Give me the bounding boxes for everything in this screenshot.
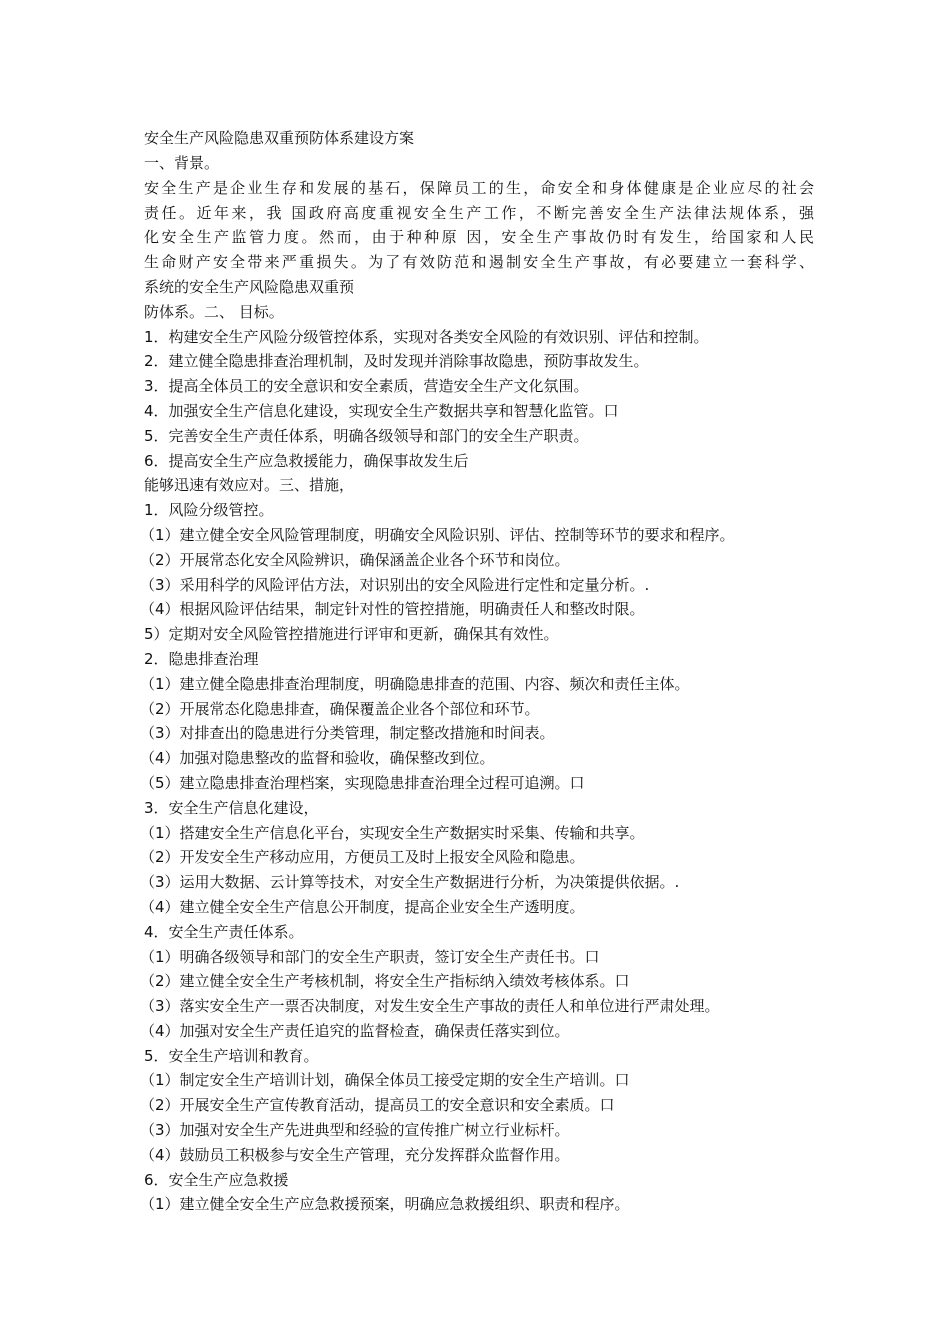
background-line: 安全生产是企业生存和发展的基石，保障员工的生，命安全和身体健康是企业应尽的社会 xyxy=(144,178,814,197)
measure-item: （1）明确各级领导和部门的安全生产职责，签订安全生产责任书。口 xyxy=(140,947,600,966)
measure-item: （5）建立隐患排查治理档案，实现隐患排查治理全过程可追溯。口 xyxy=(140,773,585,792)
measure-item: （3）采用科学的风险评估方法，对识别出的安全风险进行定性和定量分析。. xyxy=(140,575,650,594)
measure-item: （1）搭建安全生产信息化平台，实现安全生产数据实时采集、传输和共享。 xyxy=(140,823,645,842)
measure-item: （3）对排查出的隐患进行分类管理，制定整改措施和时间表。 xyxy=(140,724,555,743)
background-line: 系统的安全生产风险隐患双重预 xyxy=(144,277,355,296)
measure-item: （3）落实安全生产一票否决制度，对发生安全生产事故的责任人和单位进行严肃处理。 xyxy=(140,997,720,1016)
goal-item: 4．加强安全生产信息化建设，实现安全生产数据共享和智慧化监管。口 xyxy=(144,401,619,420)
measure-item: （1）制定安全生产培训计划，确保全体员工接受定期的安全生产培训。口 xyxy=(140,1071,630,1090)
measure-heading: 3．安全生产信息化建设， xyxy=(144,798,319,817)
section-heading-goals: 防体系。二、 目标。 xyxy=(144,302,284,321)
background-line: 化安全生产监管力度。然而，由于种种原 因，安全生产事故仍时有发生，给国家和人民 xyxy=(144,228,814,247)
section-heading-background: 一、背景。 xyxy=(144,154,220,172)
measure-item: （4）鼓励员工积极参与安全生产管理，充分发挥群众监督作用。 xyxy=(140,1145,570,1164)
measure-item: （3）运用大数据、云计算等技术，对安全生产数据进行分析，为决策提供依据。. xyxy=(140,873,680,892)
background-line: 责任。近年来，我 国政府高度重视安全生产工作，不断完善安全生产法律法规体系，强 xyxy=(144,203,814,222)
section-heading-measures: 能够迅速有效应对。三、措施， xyxy=(144,476,355,495)
goal-item: 1．构建安全生产风险分级管控体系，实现对各类安全风险的有效识别、评估和控制。 xyxy=(144,327,709,346)
measure-item: （4）根据风险评估结果，制定针对性的管控措施，明确责任人和整改时限。 xyxy=(140,600,645,619)
measure-heading: 4．安全生产责任体系。 xyxy=(144,922,304,941)
measure-item: （2）开展常态化隐患排查，确保覆盖企业各个部位和环节。 xyxy=(140,699,540,718)
goal-item: 6．提高安全生产应急救援能力，确保事故发生后 xyxy=(144,451,469,470)
measure-item: （2）开发安全生产移动应用，方便员工及时上报安全风险和隐患。 xyxy=(140,848,585,867)
background-line: 生命财产安全带来严重损失。为了有效防范和遏制安全生产事故，有必要建立一套科学、 xyxy=(144,253,814,272)
measure-item: （2）建立健全安全生产考核机制，将安全生产指标纳入绩效考核体系。口 xyxy=(140,972,630,991)
measure-heading: 2．隐患排查治理 xyxy=(144,649,259,668)
measure-item: （1）建立健全安全生产应急救援预案，明确应急救援组织、职责和程序。 xyxy=(140,1195,630,1214)
document-title: 安全生产风险隐患双重预防体系建设方案 xyxy=(144,129,415,147)
goal-item: 2．建立健全隐患排查治理机制，及时发现并消除事故隐患，预防事故发生。 xyxy=(144,352,649,371)
document-body xyxy=(140,126,814,1217)
measure-heading: 5．安全生产培训和教育。 xyxy=(144,1046,319,1065)
measure-item: （2）开展常态化安全风险辨识，确保涵盖企业各个环节和岗位。 xyxy=(140,550,570,569)
measure-heading: 6．安全生产应急救援 xyxy=(144,1170,289,1189)
measure-item: （1）建立健全隐患排查治理制度，明确隐患排查的范围、内容、频次和责任主体。 xyxy=(140,674,690,693)
goal-item: 5．完善安全生产责任体系，明确各级领导和部门的安全生产职责。 xyxy=(144,426,589,445)
goal-item: 3．提高全体员工的安全意识和安全素质，营造安全生产文化氛围。 xyxy=(144,377,589,396)
measure-item: （2）开展安全生产宣传教育活动，提高员工的安全意识和安全素质。口 xyxy=(140,1096,615,1115)
measure-item: （4）建立健全安全生产信息公开制度，提高企业安全生产透明度。 xyxy=(140,897,585,916)
measure-item: （1）建立健全安全风险管理制度，明确安全风险识别、评估、控制等环节的要求和程序。 xyxy=(140,525,735,544)
measure-item: （4）加强对隐患整改的监督和验收，确保整改到位。 xyxy=(140,749,495,768)
measure-item: （3）加强对安全生产先进典型和经验的宣传推广树立行业标杆。 xyxy=(140,1121,570,1140)
measure-item: （4）加强对安全生产责任追究的监督检查，确保责任落实到位。 xyxy=(140,1021,570,1040)
measure-item: 5）定期对安全风险管控措施进行评审和更新，确保其有效性。 xyxy=(144,625,559,644)
measure-heading: 1．风险分级管控。 xyxy=(144,501,274,520)
